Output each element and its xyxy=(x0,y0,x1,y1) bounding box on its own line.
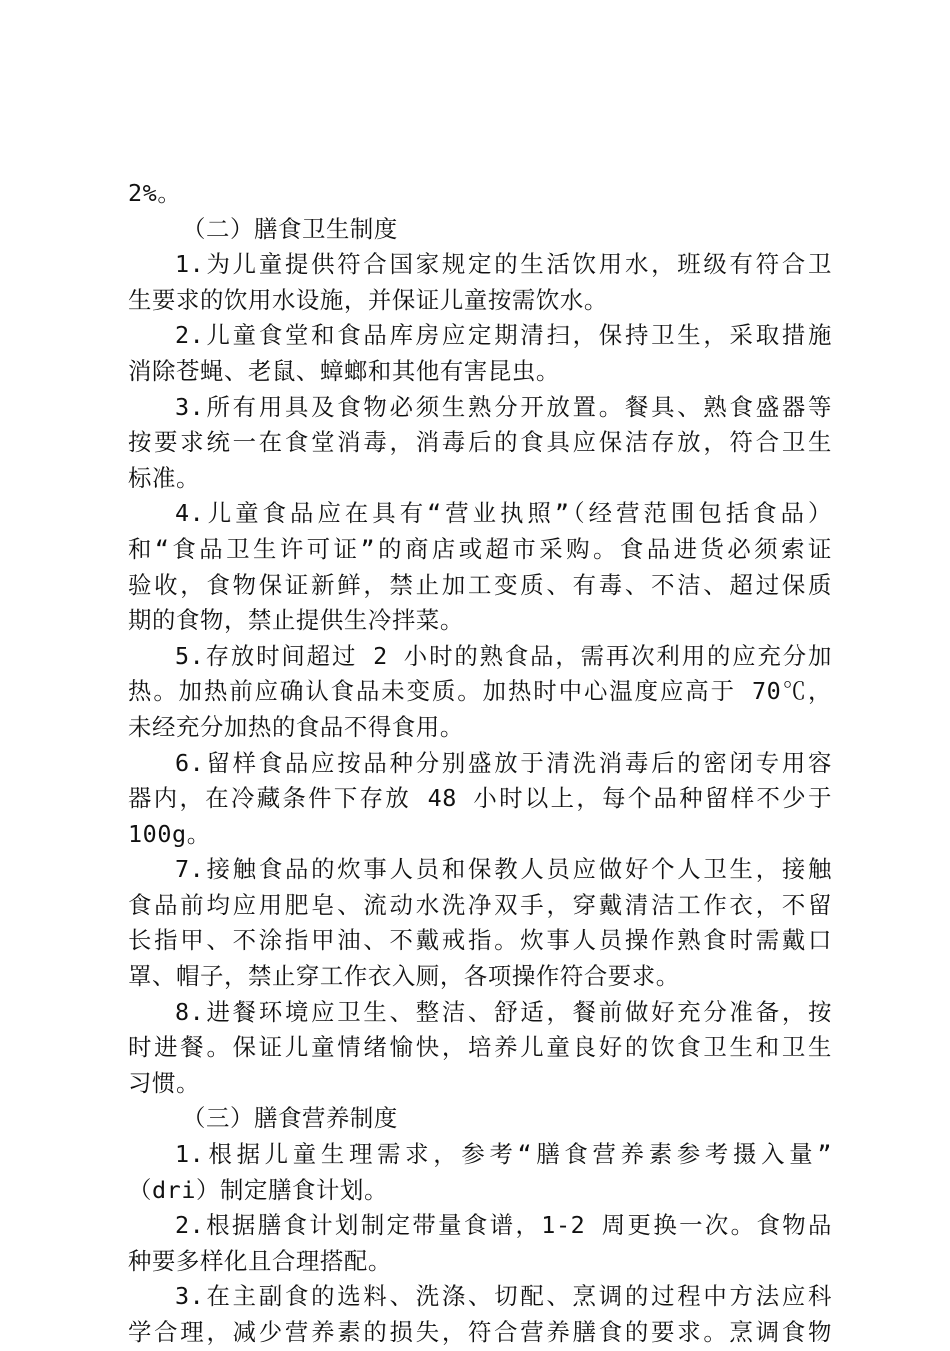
text-line: （二）膳食卫生制度 xyxy=(182,214,398,243)
text-line: 时进餐。保证儿童情绪愉快，培养儿童良好的饮食卫生和卫生 xyxy=(128,1033,832,1062)
document-body xyxy=(128,176,832,1351)
text-line: 2.儿童食堂和食品库房应定期清扫，保持卫生，采取措施 xyxy=(175,321,832,350)
text-line: 8.进餐环境应卫生、整洁、舒适，餐前做好充分准备，按 xyxy=(175,997,832,1026)
text-line: 罩、帽子，禁止穿工作衣入厕，各项操作符合要求。 xyxy=(128,962,680,991)
text-line: 消除苍蝇、老鼠、蟑螂和其他有害昆虫。 xyxy=(128,356,560,385)
text-line: 3.所有用具及食物必须生熟分开放置。餐具、熟食盛器等 xyxy=(175,392,832,421)
text-line: 100g。 xyxy=(128,819,211,848)
text-line: 热。加热前应确认食品未变质。加热时中心温度应高于 70℃， xyxy=(128,677,832,706)
text-line: 5.存放时间超过 2 小时的熟食品，需再次利用的应充分加 xyxy=(175,641,832,670)
text-line: 2%。 xyxy=(128,179,182,207)
text-line: 1.根据儿童生理需求，参考“膳食营养素参考摄入量” xyxy=(175,1140,832,1169)
text-line: 习惯。 xyxy=(128,1068,200,1097)
text-line: （dri）制定膳食计划。 xyxy=(128,1175,388,1204)
text-line: 4.儿童食品应在具有“营业执照”（经营范围包括食品） xyxy=(175,499,832,528)
text-line: 标准。 xyxy=(128,463,200,492)
text-line: 种要多样化且合理搭配。 xyxy=(128,1246,392,1275)
text-line: 学合理，减少营养素的损失，符合营养膳食的要求。烹调食物 xyxy=(128,1318,832,1346)
text-line: 1.为儿童提供符合国家规定的生活饮用水，班级有符合卫 xyxy=(175,250,832,279)
text-line: 6.留样食品应按品种分别盛放于清洗消毒后的密闭专用容 xyxy=(175,748,832,777)
text-line: 未经充分加热的食品不得食用。 xyxy=(128,712,464,741)
text-line: 验收，食物保证新鲜，禁止加工变质、有毒、不洁、超过保质 xyxy=(128,570,832,599)
text-line: 长指甲、不涂指甲油、不戴戒指。炊事人员操作熟食时需戴口 xyxy=(128,926,832,955)
text-line: 按要求统一在食堂消毒，消毒后的食具应保洁存放，符合卫生 xyxy=(128,428,832,457)
text-line: 食品前均应用肥皂、流动水洗净双手，穿戴清洁工作衣，不留 xyxy=(128,890,832,919)
text-line: 2.根据膳食计划制定带量食谱，1-2 周更换一次。食物品 xyxy=(175,1211,832,1240)
text-line: 7.接触食品的炊事人员和保教人员应做好个人卫生，接触 xyxy=(175,855,832,884)
text-line: 期的食物，禁止提供生冷拌菜。 xyxy=(128,606,464,635)
text-line: 生要求的饮用水设施，并保证儿童按需饮水。 xyxy=(128,285,608,314)
text-line: 3.在主副食的选料、洗涤、切配、烹调的过程中方法应科 xyxy=(175,1282,832,1311)
text-line: 器内，在冷藏条件下存放 48 小时以上，每个品种留样不少于 xyxy=(128,784,832,813)
text-line: 和“食品卫生许可证”的商店或超市采购。食品进货必须索证 xyxy=(128,534,832,563)
text-line: （三）膳食营养制度 xyxy=(182,1104,398,1133)
